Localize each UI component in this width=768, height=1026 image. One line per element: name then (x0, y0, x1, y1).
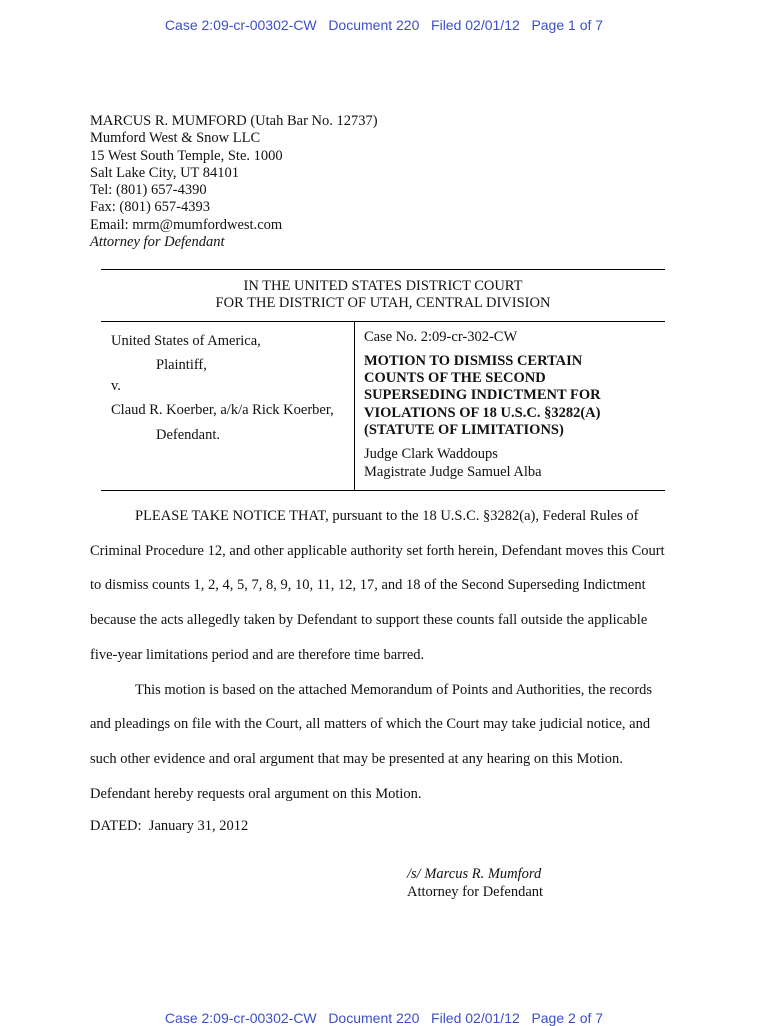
case-number: Case No. 2:09-cr-302-CW (364, 329, 518, 345)
page-header: Case 2:09-cr-00302-CW Document 220 Filed 02/01/12 Page 1 of 7 (164, 17, 604, 33)
city-address: Salt Lake City, UT 84101 (90, 164, 240, 181)
telephone: Tel: (801) 657-4390 (90, 182, 207, 199)
motion-title-line: SUPERSEDING INDICTMENT FOR (364, 387, 601, 404)
motion-title-line: COUNTS OF THE SECOND (364, 370, 546, 387)
case-caption (101, 269, 665, 491)
defendant-role: Defendant. (156, 427, 221, 443)
motion-body (90, 499, 676, 811)
motion-title-line: VIOLATIONS OF 18 U.S.C. §3282(A) (364, 404, 601, 421)
signature-role: Attorney for Defendant (407, 883, 544, 900)
versus: v. (111, 378, 121, 394)
parties-table (101, 322, 665, 491)
attorney-block (90, 113, 378, 251)
court-name (101, 270, 665, 322)
signature-block (407, 866, 543, 901)
signature: /s/ Marcus R. Mumford (407, 866, 542, 882)
court-line-2: FOR THE DISTRICT OF UTAH, CENTRAL DIVISION (215, 295, 551, 311)
email: Email: mrm@mumfordwest.com (90, 216, 283, 233)
body-paragraph-1: PLEASE TAKE NOTICE THAT, pursuant to the 18 U.S.C. §3282(a), Federal Rules of Criminal Procedure 12, and other applicable authority set forth herein, Defendant moves this Court to dismiss counts 1, 2, 4, 5, 7, 8, 9, 10, 11, 12, 17, and 18 of the Second Superseding Indictment because the acts allegedly taken by Defendant to support these counts fall outside the applicable five-year limitations period and are therefore time barred. (90, 508, 665, 663)
firm-name: Mumford West & Snow LLC (90, 130, 261, 147)
street-address: 15 West South Temple, Ste. 1000 (90, 147, 283, 164)
fax: Fax: (801) 657-4393 (90, 199, 211, 216)
motion-title (364, 353, 665, 439)
next-page-header: Case 2:09-cr-00302-CW Document 220 Filed 02/01/12 Page 2 of 7 (164, 1010, 604, 1026)
attorney-name: MARCUS R. MUMFORD (Utah Bar No. 12737) (90, 113, 378, 129)
case-column (355, 322, 665, 490)
motion-title-line: (STATUTE OF LIMITATIONS) (364, 421, 564, 438)
defendant-name: Claud R. Koerber, a/k/a Rick Koerber, (111, 402, 334, 418)
magistrate-name: Magistrate Judge Samuel Alba (364, 463, 542, 480)
plaintiff-role: Plaintiff, (156, 357, 207, 373)
body-paragraph-2: This motion is based on the attached Memorandum of Points and Authorities, the records and pleadings on file with the Court, all matters of which the Court may take judicial notice, and such other evidence and oral argument that may be presented at any hearing on this Motion. Defendant hereby requests oral argument on this Motion. (90, 681, 653, 802)
court-line-1: IN THE UNITED STATES DISTRICT COURT (243, 278, 523, 294)
judge-name: Judge Clark Waddoups (364, 446, 498, 463)
judges (364, 446, 665, 481)
motion-title-line: MOTION TO DISMISS CERTAIN (364, 353, 583, 369)
dated-line: DATED: January 31, 2012 (90, 818, 249, 834)
parties-column (101, 322, 355, 490)
attorney-role: Attorney for Defendant (90, 234, 225, 251)
plaintiff-name: United States of America, (111, 333, 261, 349)
